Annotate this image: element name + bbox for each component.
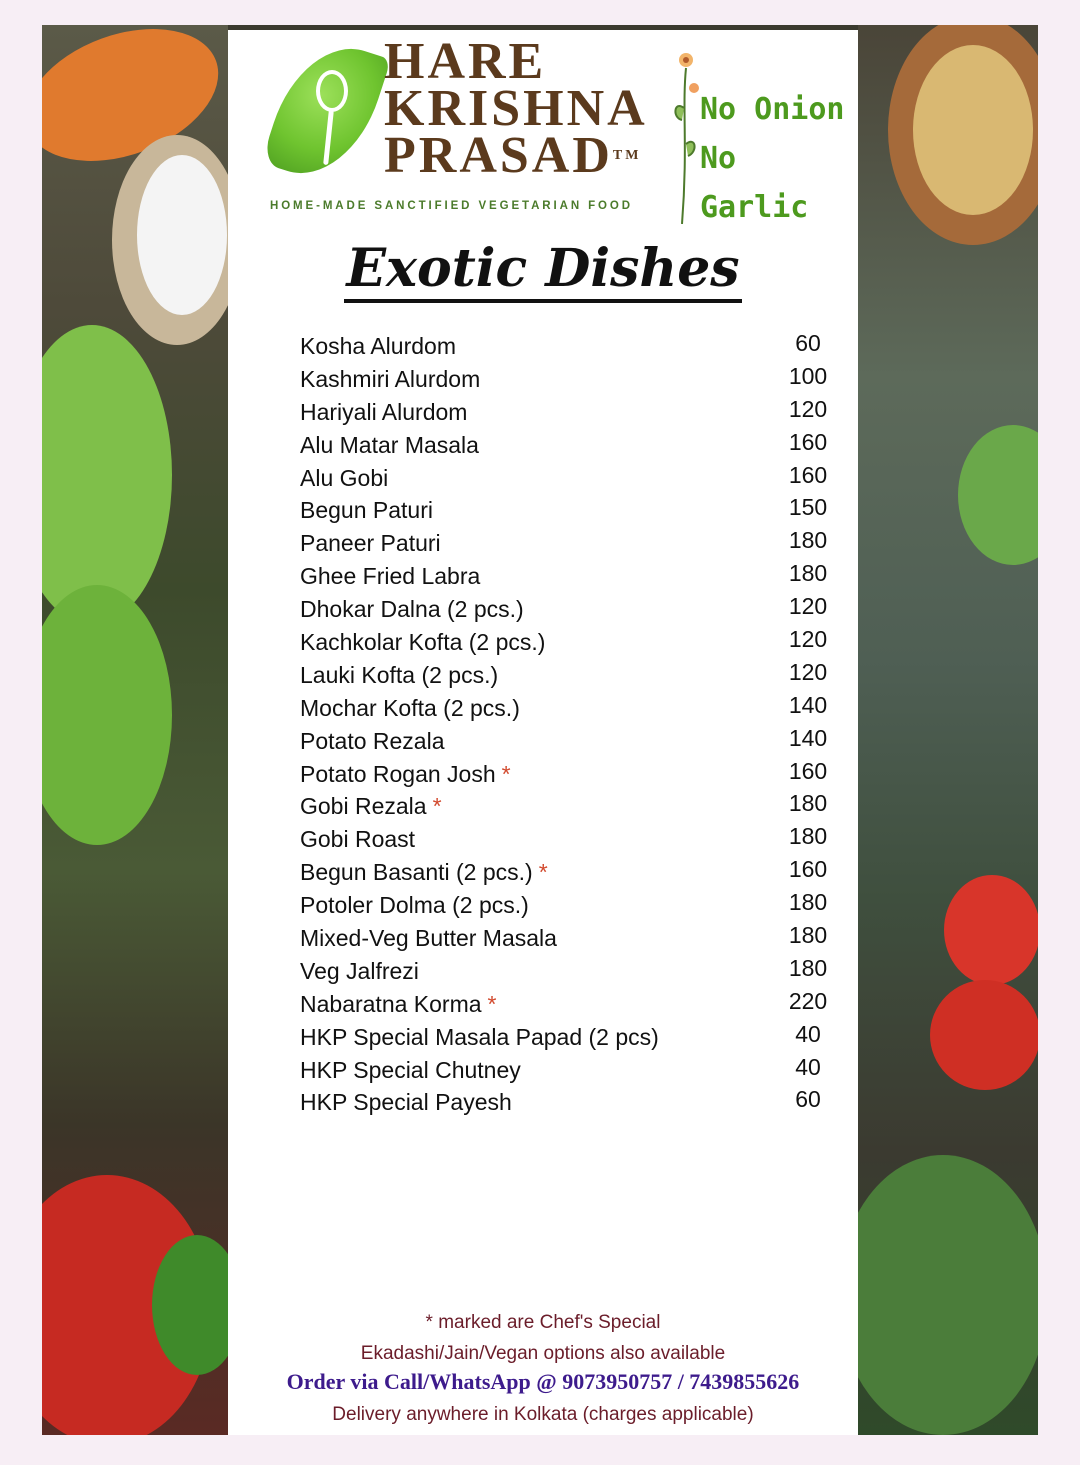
dish-name bbox=[300, 695, 520, 722]
dish-name-text: Alu Gobi bbox=[300, 464, 389, 491]
dish-name-text: Begun Paturi bbox=[300, 497, 433, 524]
dish-name bbox=[300, 629, 545, 656]
brand-line-2: KRISHNA bbox=[384, 80, 648, 137]
dish-row bbox=[300, 330, 821, 366]
badge-line-2: No Garlic bbox=[700, 141, 809, 225]
dish-row bbox=[300, 954, 828, 991]
dish-row bbox=[300, 560, 828, 596]
dish-price: 120 bbox=[788, 658, 828, 685]
dish-name bbox=[300, 1089, 512, 1116]
chef-special-note: * marked are Chef's Special bbox=[425, 1312, 661, 1333]
dish-row bbox=[300, 1086, 821, 1122]
dish-price: 220 bbox=[788, 987, 828, 1014]
dish-name-text: Veg Jalfrezi bbox=[300, 957, 419, 984]
dish-price: 40 bbox=[795, 1053, 821, 1080]
dish-name bbox=[300, 1057, 521, 1084]
dish-name-text: Potato Rogan Josh bbox=[300, 760, 496, 787]
dish-name bbox=[300, 662, 498, 689]
brand-tagline: HOME-MADE SANCTIFIED VEGETARIAN FOOD bbox=[270, 200, 633, 212]
dish-row bbox=[300, 724, 828, 761]
dish-price: 100 bbox=[788, 362, 828, 389]
dish-name-text: Ghee Fried Labra bbox=[300, 563, 481, 590]
order-contact-line: Order via Call/WhatsApp @ 9073950757 / 7439855626 bbox=[286, 1369, 800, 1394]
dish-price: 180 bbox=[788, 823, 828, 850]
dish-name-text: Kachkolar Kofta (2 pcs.) bbox=[300, 629, 546, 656]
dish-name bbox=[300, 991, 497, 1018]
menu-title-text: Exotic Dishes bbox=[344, 238, 741, 303]
dish-name bbox=[300, 399, 467, 426]
dish-row bbox=[300, 461, 828, 498]
dish-name-text: Paneer Paturi bbox=[300, 530, 441, 557]
dish-row bbox=[300, 1020, 821, 1057]
vegetable-photo-left bbox=[42, 25, 228, 1435]
dish-name-text: Potoler Dolma (2 pcs.) bbox=[300, 892, 529, 919]
dish-name-text: Gobi Roast bbox=[300, 826, 416, 853]
dish-name bbox=[300, 826, 415, 853]
dish-name bbox=[300, 432, 479, 459]
dish-price: 60 bbox=[795, 330, 821, 356]
brand-line-3: PRASAD bbox=[384, 127, 613, 184]
dish-name-text: HKP Special Chutney bbox=[300, 1056, 521, 1083]
dish-price: 40 bbox=[795, 1020, 821, 1047]
dish-price: 180 bbox=[788, 889, 828, 916]
dish-price: 180 bbox=[788, 954, 828, 981]
dish-name-text: Nabaratna Korma bbox=[300, 990, 482, 1017]
dish-price: 120 bbox=[788, 395, 828, 422]
dish-name bbox=[300, 728, 444, 755]
dish-price: 160 bbox=[788, 757, 828, 784]
chef-special-star: * bbox=[432, 793, 442, 820]
vegetable-photo-right bbox=[858, 25, 1038, 1435]
trademark-mark: TM bbox=[612, 148, 642, 163]
menu-title bbox=[228, 238, 858, 299]
dietary-options-note: Ekadashi/Jain/Vegan options also available bbox=[360, 1343, 726, 1364]
flower-icon bbox=[668, 48, 704, 224]
chef-special-star: * bbox=[501, 760, 511, 787]
dish-row bbox=[300, 987, 828, 1024]
brand-line-1: HARE bbox=[384, 33, 547, 90]
dish-name bbox=[300, 563, 480, 590]
dish-name bbox=[300, 859, 548, 886]
dish-row bbox=[300, 658, 828, 695]
dish-price: 180 bbox=[788, 560, 828, 587]
dish-row bbox=[300, 1053, 821, 1090]
delivery-note: Delivery anywhere in Kolkata (charges applicable) bbox=[332, 1404, 754, 1425]
dish-name-text: Hariyali Alurdom bbox=[300, 398, 468, 425]
dish-name bbox=[300, 925, 557, 952]
dish-price: 160 bbox=[788, 428, 828, 455]
dish-row bbox=[300, 494, 828, 530]
dish-name bbox=[300, 761, 511, 788]
dish-name-text: HKP Special Masala Papad (2 pcs) bbox=[300, 1023, 659, 1050]
dish-price: 120 bbox=[788, 593, 828, 620]
dish-price: 140 bbox=[788, 724, 828, 751]
dish-name-text: Kashmiri Alurdom bbox=[300, 365, 481, 392]
dish-row bbox=[300, 790, 828, 826]
chef-special-star: * bbox=[487, 990, 497, 1017]
menu-card bbox=[228, 30, 858, 1435]
dish-price: 180 bbox=[788, 922, 828, 949]
dish-row bbox=[300, 527, 828, 563]
dish-price: 180 bbox=[788, 790, 828, 817]
dish-name-text: Lauki Kofta (2 pcs.) bbox=[300, 661, 499, 688]
dish-row bbox=[300, 395, 828, 432]
dish-name bbox=[300, 793, 442, 820]
brand-wordmark bbox=[384, 33, 648, 184]
dish-row bbox=[300, 593, 828, 629]
dish-row bbox=[300, 889, 828, 925]
dish-name bbox=[300, 465, 388, 492]
dish-name-text: Kosha Alurdom bbox=[300, 333, 456, 359]
dish-name-text: Mixed-Veg Butter Masala bbox=[300, 925, 557, 952]
badge-line-1: No Onion bbox=[700, 92, 845, 127]
no-onion-no-garlic-badge bbox=[700, 85, 858, 232]
dish-list bbox=[300, 330, 828, 1122]
dish-name bbox=[300, 366, 480, 393]
chef-special-star: * bbox=[538, 859, 548, 886]
dish-name-text: Mochar Kofta (2 pcs.) bbox=[300, 694, 520, 721]
dish-price: 140 bbox=[788, 691, 828, 718]
dish-row bbox=[300, 362, 828, 399]
dish-name-text: Dhokar Dalna (2 pcs.) bbox=[300, 596, 524, 623]
dish-price: 160 bbox=[788, 461, 828, 488]
dish-name-text: Begun Basanti (2 pcs.) bbox=[300, 859, 533, 886]
dish-name bbox=[300, 958, 419, 985]
dish-price: 150 bbox=[788, 494, 828, 521]
dish-row bbox=[300, 823, 828, 859]
dish-name bbox=[300, 596, 524, 623]
dish-name-text: Gobi Rezala bbox=[300, 793, 427, 820]
dish-row bbox=[300, 757, 828, 794]
dish-price: 160 bbox=[788, 856, 828, 883]
dish-name bbox=[300, 892, 529, 919]
dish-row bbox=[300, 428, 828, 465]
dish-price: 180 bbox=[788, 527, 828, 554]
dish-row bbox=[300, 922, 828, 958]
dish-name-text: HKP Special Payesh bbox=[300, 1089, 512, 1116]
dish-name bbox=[300, 530, 441, 557]
dish-price: 120 bbox=[788, 626, 828, 653]
dish-name bbox=[300, 1024, 659, 1051]
dish-row bbox=[300, 856, 828, 892]
dish-price: 60 bbox=[795, 1086, 821, 1113]
dish-row bbox=[300, 691, 828, 728]
dish-name-text: Alu Matar Masala bbox=[300, 431, 479, 458]
dish-name bbox=[300, 497, 433, 524]
dish-name-text: Potato Rezala bbox=[300, 727, 445, 754]
dish-name bbox=[300, 333, 456, 360]
dish-row bbox=[300, 626, 828, 662]
menu-poster bbox=[42, 25, 1038, 1435]
